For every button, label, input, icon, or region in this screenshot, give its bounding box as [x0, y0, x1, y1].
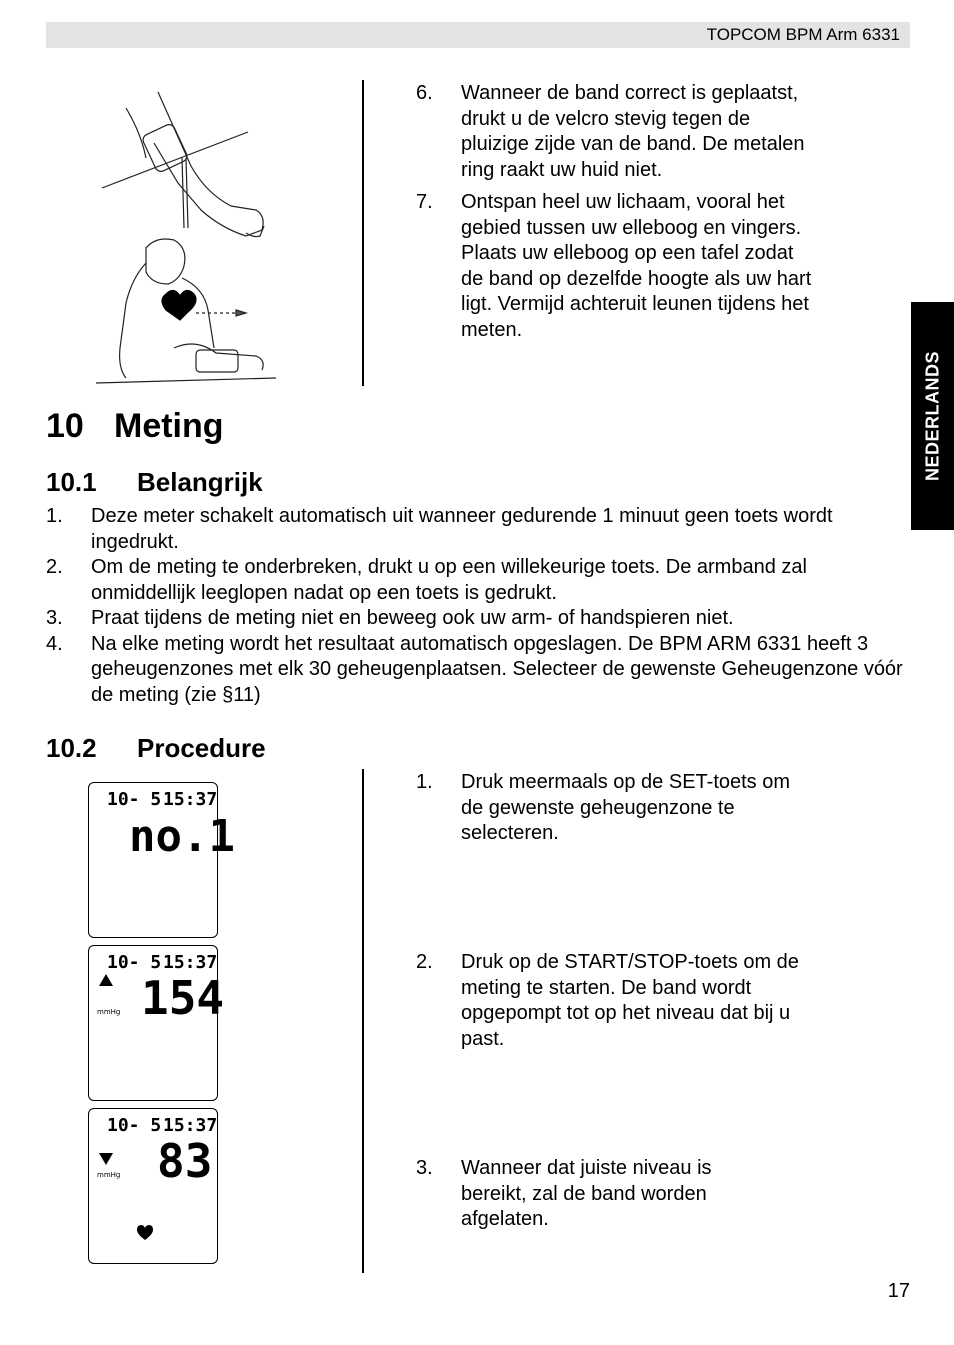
section-heading: 10 Meting [46, 407, 224, 445]
lcd-main-value: 154 [141, 971, 225, 1025]
lcd-display-deflating [88, 1108, 218, 1264]
lcd-date: 10- 5 [107, 952, 162, 973]
lcd-main-value: 83 [157, 1134, 213, 1188]
list-item: 3. Wanneer dat juiste niveau is bereikt, zal de band worden afgelaten. [416, 1157, 712, 1230]
lcd-unit: mmHg [97, 1171, 121, 1179]
subsection-heading-procedure: 10.2 Procedure [46, 733, 266, 763]
list-item: 6. Wanneer de band correct is geplaatst, drukt u de velcro stevig tegen de pluizige zijde van de band. De metalen ring raakt uw huid niet. [416, 82, 805, 181]
lcd-unit: mmHg [97, 1008, 121, 1016]
arrow-down-icon [99, 1153, 113, 1165]
column-divider-bottom [362, 769, 364, 1273]
lcd-time: 15:37 [163, 952, 218, 973]
important-list [46, 504, 906, 708]
list-item: 1. Druk meermaals op de SET-toets om de gewenste geheugenzone te selecteren. [416, 771, 791, 844]
subsection-heading-important: 10.1 Belangrijk [46, 467, 263, 497]
language-tab [911, 302, 954, 530]
list-item: 3. Praat tijdens de meting niet en beweeg ook uw arm- of handspieren niet. [46, 607, 734, 629]
lcd-date: 10- 5 [107, 789, 162, 810]
lcd-date: 10- 5 [107, 1115, 162, 1136]
list-item: 7. Ontspan heel uw lichaam, vooral het gebied tussen uw elleboog en vingers. Plaats uw elleboog op een tafel zodat de band op dezelfde hoogte als uw hart ligt. Vermijd achteruit leunen tijdens het meten. [416, 191, 812, 341]
step-text: Ontspan heel uw lichaam, vooral het gebied tussen uw elleboog en vingers. Plaats uw elleboog op een tafel zodat de band op dezelfde hoogte als uw hart ligt. Vermijd achteruit leunen tijdens het meten. [461, 191, 812, 341]
step-text: Wanneer de band correct is geplaatst, drukt u de velcro stevig tegen de pluizige zijde van de band. De metalen ring raakt uw huid niet. [461, 82, 805, 181]
lcd-time: 15:37 [163, 1115, 218, 1136]
page-number: 17 [887, 1280, 910, 1302]
list-item: 2. Druk op de START/STOP-toets om de meting te starten. De band wordt opgepompt tot op het niveau dat bij u past. [416, 951, 799, 1050]
lcd-main-value: no.1 [129, 811, 235, 862]
procedure-step-3 [416, 1156, 756, 1233]
heart-icon [137, 1225, 153, 1240]
document-title: TOPCOM BPM Arm 6331 [706, 25, 900, 44]
list-item: 2. Om de meting te onderbreken, drukt u op een willekeurige toets. De armband zal onmiddellijk leeglopen nadat op een toets is gedrukt. [46, 556, 807, 604]
lcd-display-inflating [88, 945, 225, 1101]
procedure-step-1 [416, 770, 816, 847]
cuff-placement-illustration [96, 88, 276, 383]
column-divider-top [362, 80, 364, 386]
placement-steps [416, 81, 816, 350]
lcd-time: 15:37 [163, 789, 218, 810]
list-item: 1. Deze meter schakelt automatisch uit wanneer gedurende 1 minuut geen toets wordt ingedrukt. [46, 505, 833, 553]
list-item: 4. Na elke meting wordt het resultaat automatisch opgeslagen. De BPM ARM 6331 heeft 3 geheugenzones met elk 30 geheugenplaatsen. Selecteer de gewenste Geheugenzone vóór de meting (zie §11) [46, 632, 903, 706]
language-tab-label: NEDERLANDS [922, 350, 942, 482]
arrow-up-icon [99, 974, 113, 986]
header-bar [46, 22, 910, 48]
lcd-display-memory-zone [88, 782, 235, 938]
procedure-step-2 [416, 950, 816, 1052]
